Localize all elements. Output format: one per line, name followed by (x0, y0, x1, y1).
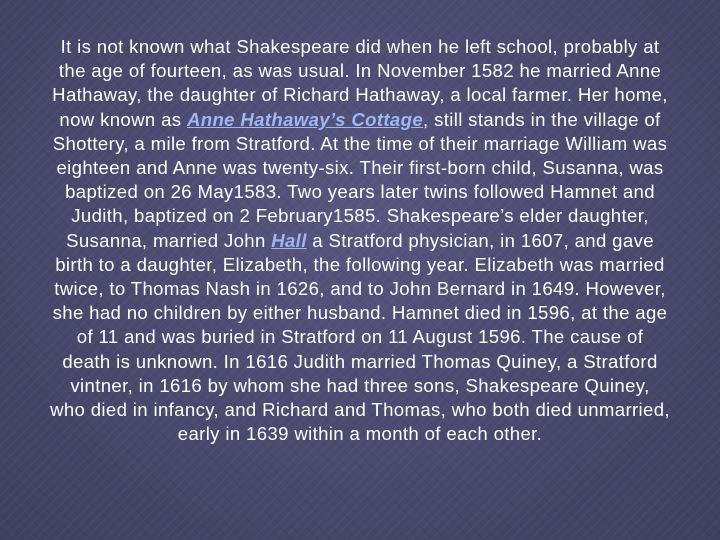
hall-link[interactable]: Hall (271, 229, 307, 251)
anne-hathaway-cottage-link[interactable]: Anne Hathaway’s Cottage (186, 108, 424, 130)
paragraph-text-part-3: a Stratford physician, in 1607, and gave birth to a daughter, Elizabeth, the following year. Elizabeth was married twice, to Thomas Nash in 1626, and to John Bernard in 1649. However, she had no children by either husband. Hamnet died in 1596, at the age of 11 and was buried in Stratford on 11 August 1596. The cause of death is unknown. In 1616 Judith married Thomas Quiney, a Stratford vintner, in 1616 by whom she had three sons, Shakespeare Quiney, who died in infancy, and Richard and Thomas, who both died unmarried, early in 1639 within a month of each other. (50, 229, 670, 445)
biography-paragraph (4, 35, 716, 446)
paragraph-text-part-1: It is not known what Shakespeare did when he left school, probably at the age of fourteen, as was usual. In November 1582 he married Anne Hathaway, the daughter of Richard Hathaway, a local farmer. Her home, now known as (52, 36, 668, 130)
paragraph-text-part-2: , still stands in the village of Shottery, a mile from Stratford. At the time of their marriage William was eighteen and Anne was twenty-six. Their first-born child, Susanna, was baptized on 26 May1583. Two years later twins followed Hamnet and Judith, baptized on 2 February1585. Shakespeare’s elder daughter, Susanna, married John (52, 108, 668, 251)
